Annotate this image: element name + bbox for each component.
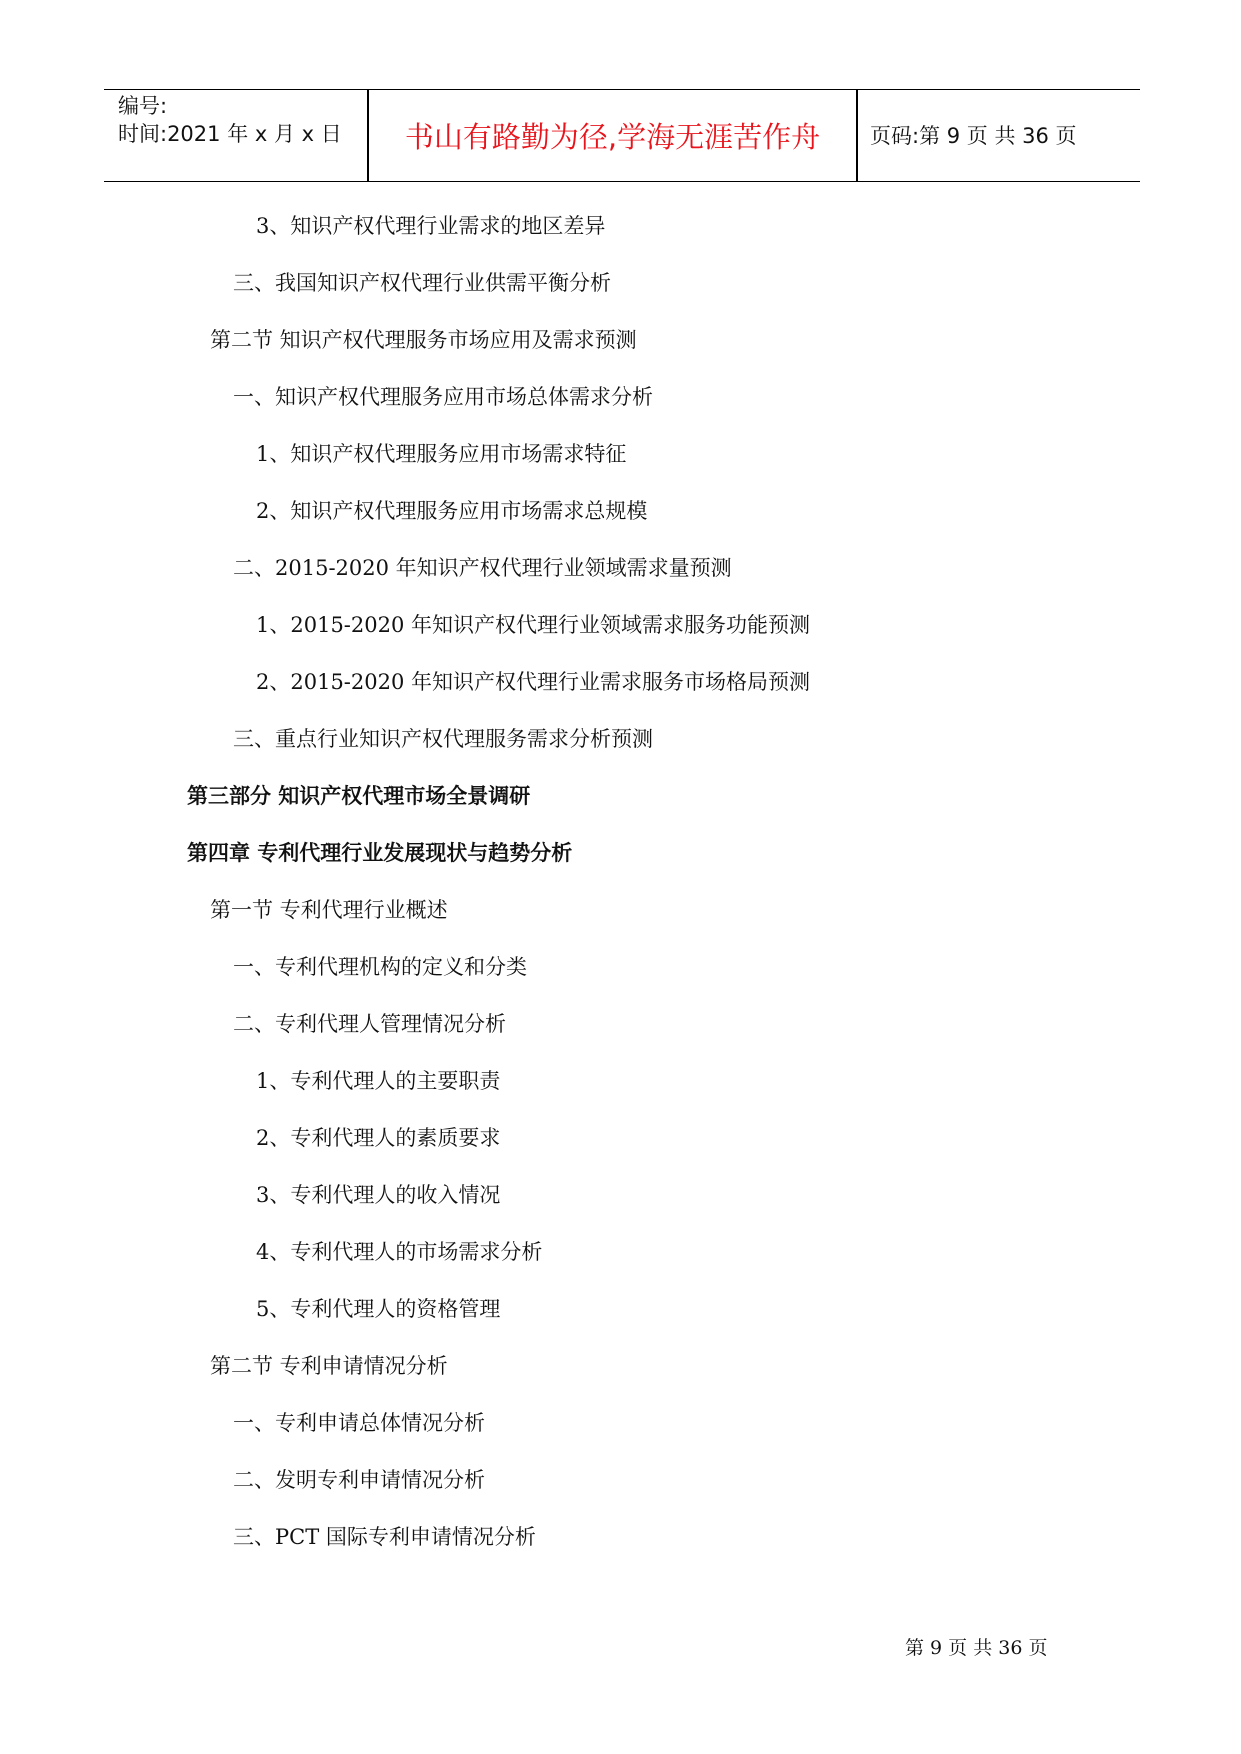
toc-heading: 第四章 专利代理行业发展现状与趋势分析 <box>187 841 573 865</box>
toc-entry: 1、2015-2020 年知识产权代理行业领域需求服务功能预测 <box>256 613 811 637</box>
toc-entry: 一、专利申请总体情况分析 <box>233 1411 485 1435</box>
toc-entry: 三、我国知识产权代理行业供需平衡分析 <box>233 271 611 295</box>
page-footer: 第 9 页 共 36 页 <box>905 1637 1048 1659</box>
header-divider <box>856 90 858 181</box>
toc-entry: 第二节 知识产权代理服务市场应用及需求预测 <box>210 328 637 352</box>
header-meta <box>118 92 342 148</box>
toc-entry: 2、2015-2020 年知识产权代理行业需求服务市场格局预测 <box>256 670 811 694</box>
toc-heading: 第三部分 知识产权代理市场全景调研 <box>187 784 531 808</box>
toc-entry: 二、专利代理人管理情况分析 <box>233 1012 506 1036</box>
toc-entry: 1、专利代理人的主要职责 <box>256 1069 501 1093</box>
toc-entry: 4、专利代理人的市场需求分析 <box>256 1240 543 1264</box>
header-number-label: 编号: <box>118 94 168 118</box>
toc-entry: 第二节 专利申请情况分析 <box>210 1354 448 1378</box>
header-date-label: 时间:2021 年 x 月 x 日 <box>118 122 342 146</box>
toc-entry: 第一节 专利代理行业概述 <box>210 898 448 922</box>
toc-entry: 3、知识产权代理行业需求的地区差异 <box>256 214 606 238</box>
toc-entry: 一、专利代理机构的定义和分类 <box>233 955 527 979</box>
header-page-info: 页码:第 9 页 共 36 页 <box>870 124 1077 148</box>
toc-entry: 2、知识产权代理服务应用市场需求总规模 <box>256 499 648 523</box>
toc-entry: 一、知识产权代理服务应用市场总体需求分析 <box>233 385 653 409</box>
toc-entry: 2、专利代理人的素质要求 <box>256 1126 501 1150</box>
toc-entry: 三、重点行业知识产权代理服务需求分析预测 <box>233 727 653 751</box>
toc-entry: 3、专利代理人的收入情况 <box>256 1183 501 1207</box>
toc-entry: 1、知识产权代理服务应用市场需求特征 <box>256 442 627 466</box>
toc-entry: 二、2015-2020 年知识产权代理行业领域需求量预测 <box>233 556 732 580</box>
toc-entry: 5、专利代理人的资格管理 <box>256 1297 501 1321</box>
page-header <box>104 89 1140 182</box>
toc-entry: 二、发明专利申请情况分析 <box>233 1468 485 1492</box>
toc-entry: 三、PCT 国际专利申请情况分析 <box>233 1525 536 1549</box>
header-motto: 书山有路勤为径,学海无涯苦作舟 <box>404 119 821 154</box>
